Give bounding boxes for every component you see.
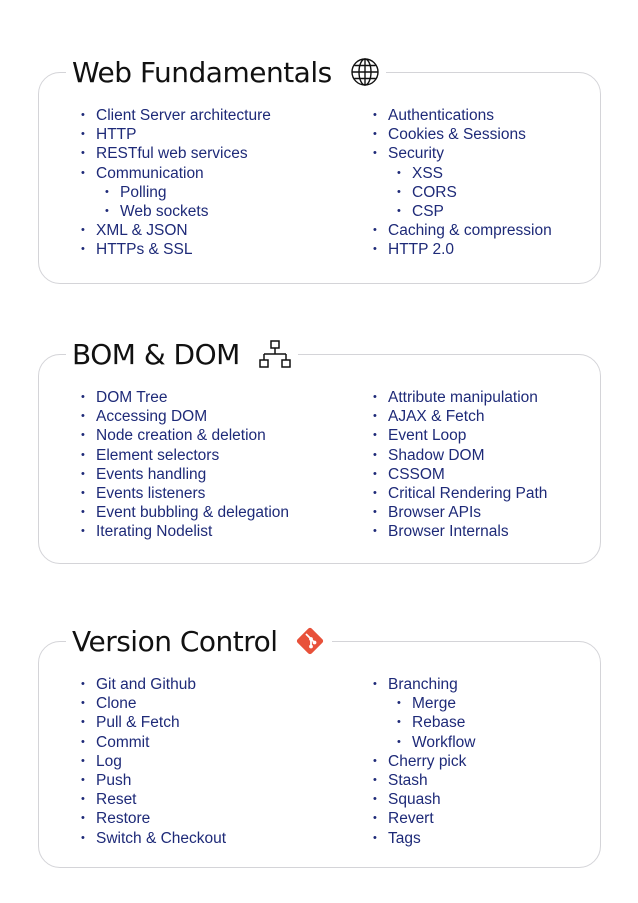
section-card bbox=[38, 72, 601, 284]
list-item: • DOM Tree bbox=[81, 388, 289, 407]
list-item: • Git and Github bbox=[81, 675, 226, 694]
list-item: • Browser APIs bbox=[373, 503, 547, 522]
list-item: • Shadow DOM bbox=[373, 446, 547, 465]
list-item: • Caching & compression bbox=[373, 221, 552, 240]
list-item: • Clone bbox=[81, 694, 226, 713]
list-item: • Pull & Fetch bbox=[81, 713, 226, 732]
list-item: • Commit bbox=[81, 733, 226, 752]
left-list bbox=[81, 106, 271, 260]
list-item: • Event bubbling & delegation bbox=[81, 503, 289, 522]
list-subitem: • Rebase bbox=[397, 713, 475, 732]
list-item: • Communication bbox=[81, 164, 271, 183]
list-item: • Node creation & deletion bbox=[81, 426, 289, 445]
list-item: • Tags bbox=[373, 829, 475, 848]
left-list bbox=[81, 388, 289, 542]
list-subitem: • Merge bbox=[397, 694, 475, 713]
list-subitem: • Web sockets bbox=[105, 202, 271, 221]
list-item: • Events listeners bbox=[81, 484, 289, 503]
list-item: • Restore bbox=[81, 809, 226, 828]
section-title: Version Control bbox=[72, 624, 278, 658]
section-title: BOM & DOM bbox=[72, 337, 240, 371]
hierarchy-icon bbox=[258, 339, 292, 369]
section-title: Web Fundamentals bbox=[72, 55, 332, 89]
right-list bbox=[373, 675, 475, 848]
list-item: • HTTP bbox=[81, 125, 271, 144]
git-icon bbox=[294, 625, 326, 657]
list-item: • Push bbox=[81, 771, 226, 790]
list-item: • Reset bbox=[81, 790, 226, 809]
globe-icon bbox=[350, 57, 380, 87]
list-item: • Stash bbox=[373, 771, 475, 790]
list-item: • HTTPs & SSL bbox=[81, 240, 271, 259]
list-item: • Element selectors bbox=[81, 446, 289, 465]
section-header bbox=[66, 621, 332, 661]
list-item: • Revert bbox=[373, 809, 475, 828]
list-item: • AJAX & Fetch bbox=[373, 407, 547, 426]
section-card bbox=[38, 641, 601, 868]
list-subitem: • Polling bbox=[105, 183, 271, 202]
list-item: • HTTP 2.0 bbox=[373, 240, 552, 259]
list-item: • Squash bbox=[373, 790, 475, 809]
list-item: • Event Loop bbox=[373, 426, 547, 445]
right-list bbox=[373, 388, 547, 542]
list-subitem: • CORS bbox=[397, 183, 552, 202]
list-item: • Attribute manipulation bbox=[373, 388, 547, 407]
list-item: • Browser Internals bbox=[373, 522, 547, 541]
left-list bbox=[81, 675, 226, 848]
list-item: • Cookies & Sessions bbox=[373, 125, 552, 144]
list-item: • Switch & Checkout bbox=[81, 829, 226, 848]
section-card bbox=[38, 354, 601, 564]
list-item: • Cherry pick bbox=[373, 752, 475, 771]
list-item: • Log bbox=[81, 752, 226, 771]
list-item: • Branching bbox=[373, 675, 475, 694]
list-item: • Critical Rendering Path bbox=[373, 484, 547, 503]
list-item: • Events handling bbox=[81, 465, 289, 484]
list-item: • Iterating Nodelist bbox=[81, 522, 289, 541]
section-header bbox=[66, 334, 298, 374]
list-item: • CSSOM bbox=[373, 465, 547, 484]
list-item: • Client Server architecture bbox=[81, 106, 271, 125]
list-subitem: • CSP bbox=[397, 202, 552, 221]
section-header bbox=[66, 52, 386, 92]
list-subitem: • XSS bbox=[397, 164, 552, 183]
list-item: • Authentications bbox=[373, 106, 552, 125]
list-item: • XML & JSON bbox=[81, 221, 271, 240]
list-subitem: • Workflow bbox=[397, 733, 475, 752]
list-item: • Accessing DOM bbox=[81, 407, 289, 426]
list-item: • RESTful web services bbox=[81, 144, 271, 163]
list-item: • Security bbox=[373, 144, 552, 163]
right-list bbox=[373, 106, 552, 260]
